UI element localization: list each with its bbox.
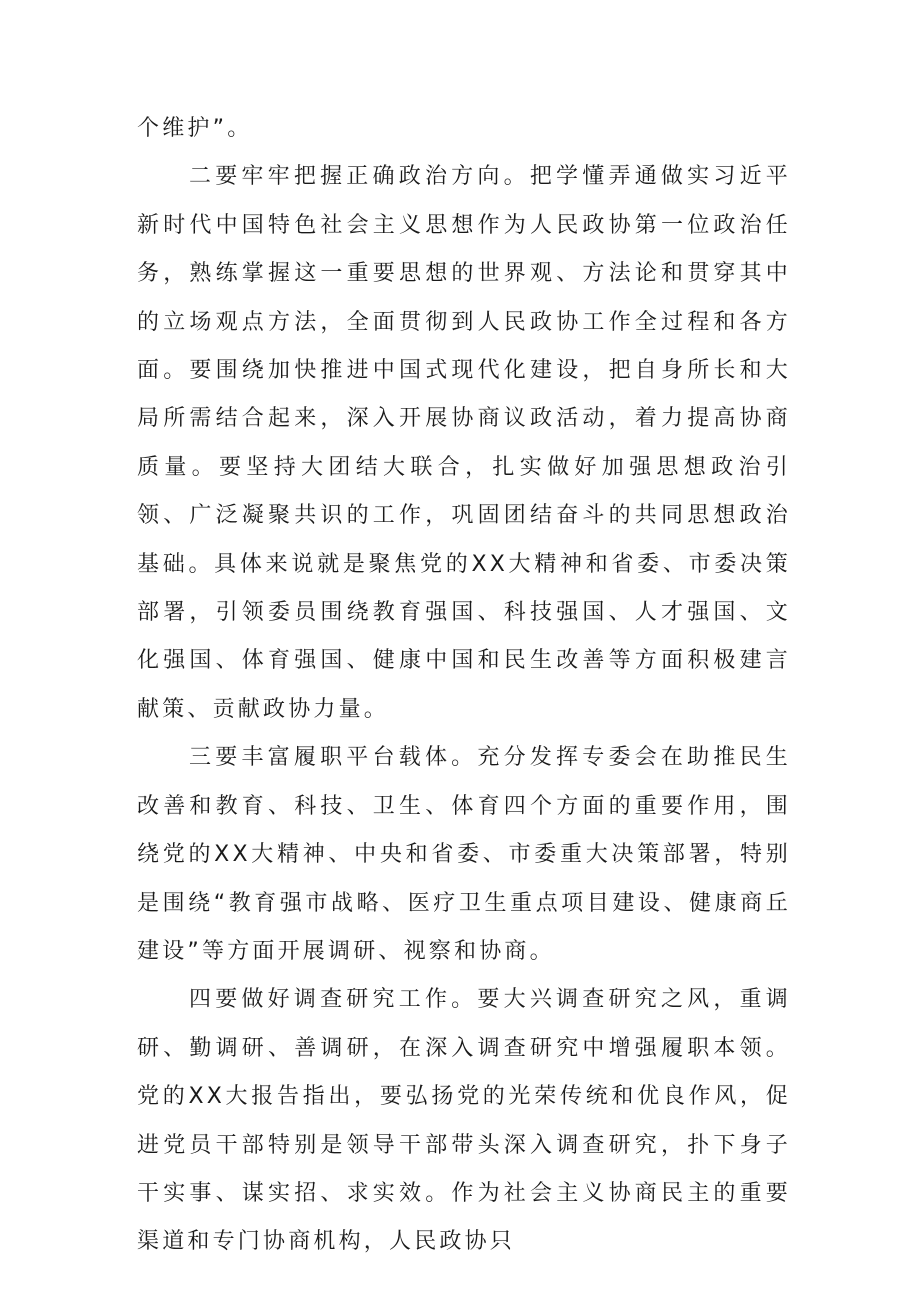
paragraph-investigation-research: 四要做好调查研究工作。要大兴调查研究之风，重调研、勤调研、善调研，在深入调查研究中增强履职本领。党的XX大报告指出，要弘扬党的光荣传统和优良作风，促进党员干部特别是领导干部带头深入调查研究，扑下身子干实事、谋实招、求实效。作为社会主义协商民主的重要渠道和专门协商机构，人民政协只 [137,987,791,1255]
paragraph-platform-carrier: 三要丰富履职平台载体。充分发挥专委会在助推民生改善和教育、科技、卫生、体育四个方面的重要作用，围绕党的XX大精神、中央和省委、市委重大决策部署，特别是围绕“教育强市战略、医疗卫生重点项目建设、健康商丘建设”等方面开展调研、视察和协商。 [137,745,791,964]
paragraph-political-direction: 二要牢牢把握正确政治方向。把学懂弄通做实习近平新时代中国特色社会主义思想作为人民政协第一位政治任务，熟练掌握这一重要思想的世界观、方法论和贯穿其中的立场观点方法，全面贯彻到人民政协工作全过程和各方面。要围绕加快推进中国式现代化建设，把自身所长和大局所需结合起来，深入开展协商议政活动，着力提高协商质量。要坚持大团结大联合，扎实做好加强思想政治引领、广泛凝聚共识的工作，巩固团结奋斗的共同思想政治基础。具体来说就是聚焦党的XX大精神和省委、市委决策部署，引领委员围绕教育强国、科技强国、人才强国、文化强国、体育强国、健康中国和民生改善等方面积极建言献策、贡献政协力量。 [137,164,791,722]
document-body [137,105,791,1267]
paragraph-continuation: 个维护”。 [137,116,253,141]
